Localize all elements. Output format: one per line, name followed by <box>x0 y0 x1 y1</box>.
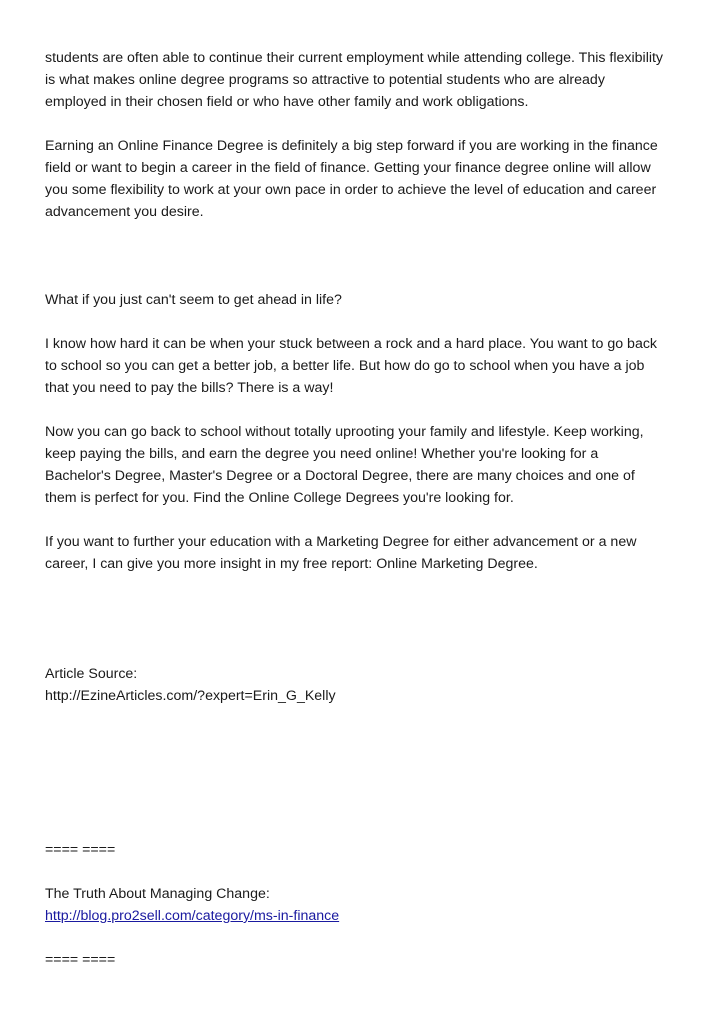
document-page <box>45 47 695 971</box>
paragraph-marketing-degree: If you want to further your education with a Marketing Degree for either advancement or a new career, I can give you more insight in my free report: Online Marketing Degree. <box>45 534 637 572</box>
paragraph-finance-degree: Earning an Online Finance Degree is definitely a big step forward if you are working in the finance field or want to begin a career in the field of finance. Getting your finance degree online will allow you some flexibility to work at your own pace in order to achieve the level of education and career advancement you desire. <box>45 138 658 220</box>
paragraph-rock-hard-place: I know how hard it can be when your stuck between a rock and a hard place. You want to go back to school so you can get a better job, a better life. But how do go to school when you have a job that you need to pay the bills? There is a way! <box>45 336 658 396</box>
promo-link[interactable]: http://blog.pro2sell.com/category/ms-in-finance <box>45 908 340 924</box>
spacer <box>45 399 695 421</box>
article-source-label: Article Source: <box>45 666 138 682</box>
separator-top: ==== ==== <box>45 842 116 858</box>
spacer <box>45 575 695 663</box>
article-source-url: http://EzineArticles.com/?expert=Erin_G_Kelly <box>45 688 336 704</box>
spacer <box>45 223 695 289</box>
promo-title: The Truth About Managing Change: <box>45 886 270 902</box>
spacer <box>45 113 695 135</box>
spacer <box>45 509 695 531</box>
paragraph-go-back-to-school: Now you can go back to school without totally uprooting your family and lifestyle. Keep working, keep paying the bills, and earn the degree you need online! Whether you're looking for a Bachelor's Degree, Master's Degree or a Doctoral Degree, there are many choices and one of them is perfect for you. Find the Online College Degrees you're looking for. <box>45 424 644 506</box>
paragraph-question: What if you just can't seem to get ahead in life? <box>45 292 342 308</box>
spacer <box>45 861 695 883</box>
spacer <box>45 311 695 333</box>
separator-bottom: ==== ==== <box>45 952 116 968</box>
paragraph-employment: students are often able to continue their current employment while attending college. This flexibility is what makes online degree programs so attractive to potential students who are already employed in their chosen field or who have other family and work obligations. <box>45 50 664 110</box>
spacer <box>45 707 695 839</box>
spacer <box>45 927 695 949</box>
